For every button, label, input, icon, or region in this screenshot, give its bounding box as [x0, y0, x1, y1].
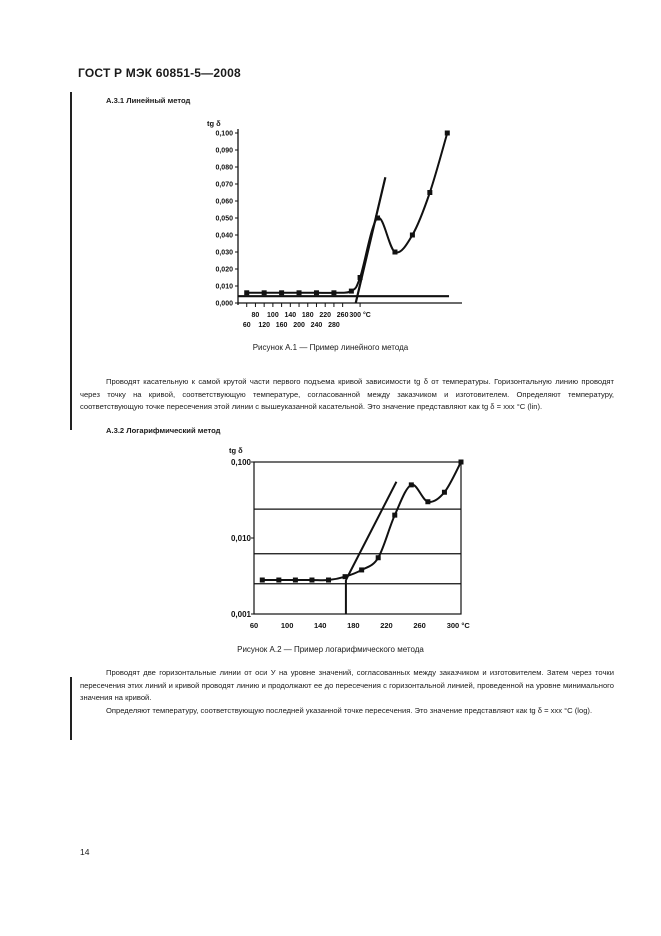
- x-tick-label: 60: [242, 322, 251, 329]
- data-point: [427, 190, 432, 195]
- data-point: [442, 490, 447, 495]
- data-point: [358, 275, 363, 280]
- data-point: [331, 290, 336, 295]
- data-point: [410, 233, 415, 238]
- data-point: [309, 578, 314, 583]
- data-point: [392, 250, 397, 255]
- x-tick-label: 140: [284, 312, 297, 319]
- figure-caption-1: Рисунок А.1 — Пример линейного метода: [252, 343, 409, 352]
- log-method-chart: [0, 440, 661, 640]
- page-number: 14: [80, 847, 90, 857]
- data-point: [445, 131, 450, 136]
- y-tick-label: 0,000: [215, 300, 233, 308]
- x-tick-label: 120: [258, 322, 271, 329]
- data-point: [314, 290, 319, 295]
- y-tick-label: 0,080: [215, 164, 233, 172]
- section-heading-linear: А.3.1 Линейный метод: [106, 96, 191, 105]
- data-point: [276, 578, 281, 583]
- y-tick-label: 0,010: [230, 534, 251, 543]
- data-point: [359, 567, 364, 572]
- x-tick-label: 260: [413, 621, 426, 630]
- document-header: ГОСТ Р МЭК 60851-5—2008: [78, 66, 241, 80]
- data-point: [262, 290, 267, 295]
- x-tick-label: 180: [347, 621, 360, 630]
- x-tick-label: 160: [275, 322, 288, 329]
- data-point: [392, 513, 397, 518]
- x-tick-label: 180: [301, 312, 314, 319]
- data-point: [244, 290, 249, 295]
- section-heading-log: А.3.2 Логарифмический метод: [106, 426, 221, 435]
- x-tick-label: 100: [267, 312, 279, 319]
- data-point: [260, 578, 265, 583]
- y-tick-label: 0,070: [215, 181, 233, 189]
- y-tick-label: 0,030: [215, 249, 233, 257]
- y-tick-label: 0,090: [215, 147, 233, 155]
- y-axis-label: tg δ: [207, 119, 221, 128]
- data-point: [343, 574, 348, 579]
- y-tick-label: 0,020: [215, 266, 233, 274]
- data-point: [425, 499, 430, 504]
- x-tick-label: 140: [313, 621, 327, 630]
- y-tick-label: 0,050: [215, 215, 233, 223]
- x-tick-label: 300 °C: [446, 621, 470, 630]
- x-tick-label: 80: [251, 312, 260, 319]
- paragraph-1: Проводят касательную к самой крутой части первого подъема кривой зависимости tg δ от температуры. Горизонтальную линию проводят через точку на кривой, соответствующую температуре, согласованной между заказчиком и изготовителем. Определяют температуру, соответствующую точке пересечения этой линии с вышеуказанной касательной. Это значение представляют как tg δ = xxx °C (lin).: [80, 377, 614, 411]
- data-point: [375, 216, 380, 221]
- x-tick-label: 220: [319, 312, 332, 319]
- paragraph-2: Проводят две горизонтальные линии от оси У на уровне значений, согласованных между заказчиком и изготовителем. Затем через точки пересечения этих линий и кривой проводят линию и продолжают ее до пересечения с горизонтальной линией, проведенной на уровне минимального значения на кривой. Определяют температуру, соответствующую последней указанной точке пересечения. Это значение представляют как tg δ = xxx °C (log).: [80, 668, 614, 715]
- x-tick-label: 300 °C: [349, 312, 371, 319]
- x-tick-label: 220: [380, 621, 393, 630]
- y-tick-label: 0,100: [215, 130, 233, 138]
- x-tick-label: 60: [249, 621, 259, 630]
- revision-bar: [70, 677, 72, 740]
- x-tick-label: 100: [280, 621, 294, 630]
- y-axis-label: tg δ: [229, 446, 243, 455]
- plot-frame: [254, 462, 461, 614]
- x-tick-label: 240: [310, 322, 323, 329]
- y-tick-label: 0,100: [230, 458, 251, 467]
- y-tick-label: 0,001: [230, 610, 251, 619]
- tangent-line: [356, 177, 386, 303]
- y-tick-label: 0,060: [215, 198, 233, 206]
- y-tick-label: 0,040: [215, 232, 233, 240]
- figure-caption-2: Рисунок А.2 — Пример логарифмического метода: [237, 645, 424, 654]
- data-point: [349, 289, 354, 294]
- data-point: [293, 578, 298, 583]
- data-point: [297, 290, 302, 295]
- data-point: [326, 578, 331, 583]
- x-tick-label: 200: [293, 322, 305, 329]
- series-line: [247, 133, 448, 293]
- data-point: [376, 555, 381, 560]
- series-line: [262, 462, 461, 580]
- y-tick-label: 0,010: [215, 283, 233, 291]
- x-tick-label: 260: [336, 312, 349, 319]
- data-point: [459, 460, 464, 465]
- data-point: [279, 290, 284, 295]
- x-tick-label: 280: [328, 322, 340, 329]
- data-point: [409, 482, 414, 487]
